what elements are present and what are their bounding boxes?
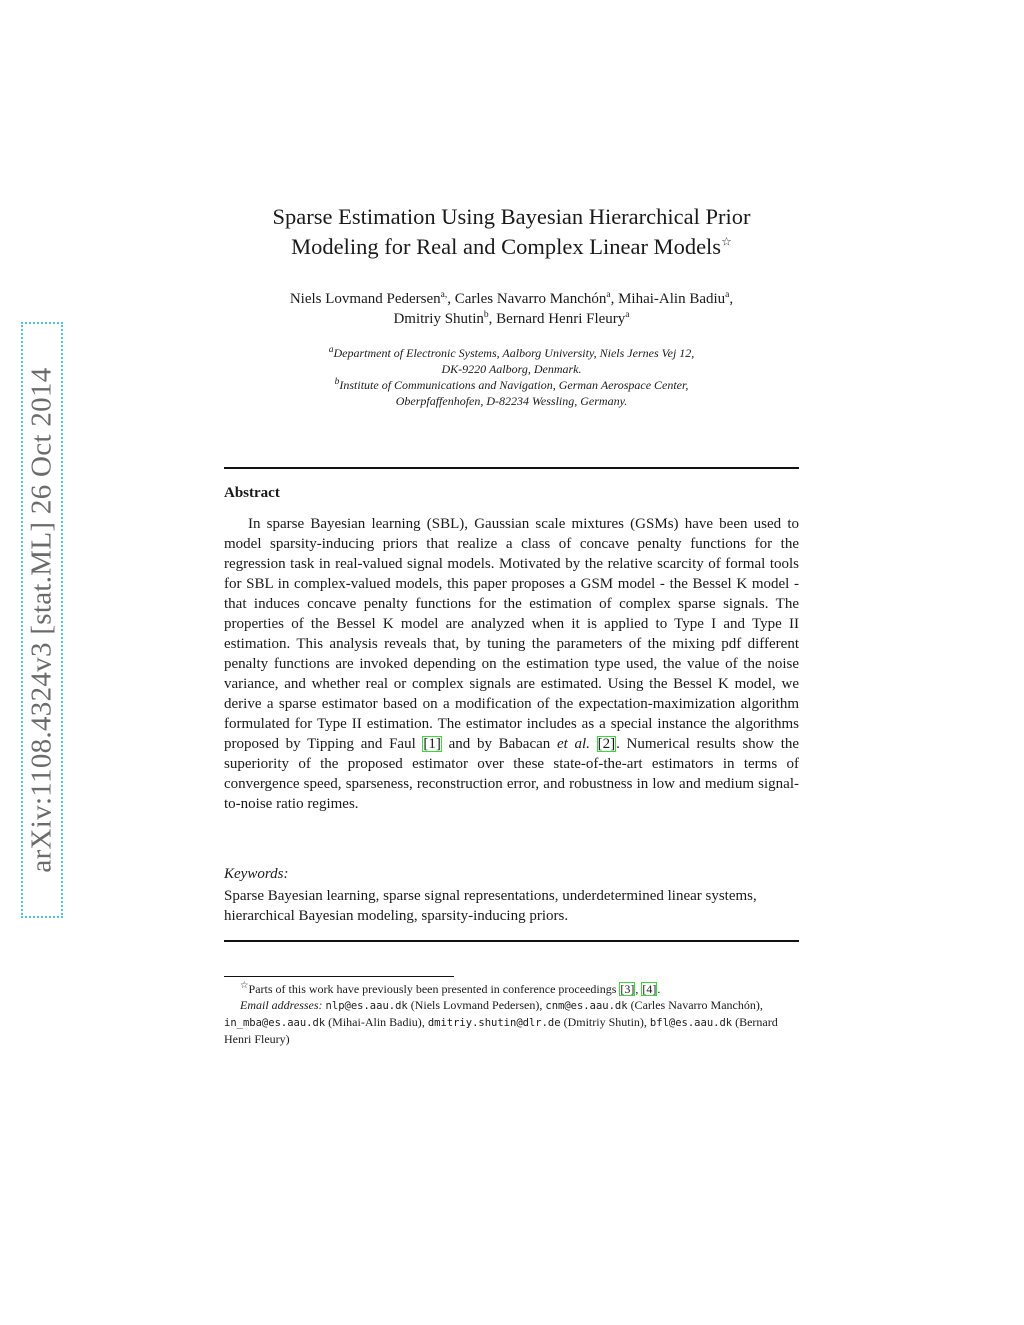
title-line-2: Modeling for Real and Complex Linear Models	[291, 234, 722, 259]
email-label: Email addresses:	[240, 998, 323, 1012]
email-address[interactable]: nlp@es.aau.dk	[325, 1000, 408, 1012]
email-address[interactable]: bfl@es.aau.dk	[649, 1017, 733, 1029]
affiliation-mark: a	[328, 345, 334, 355]
affiliation-b-line-1: Institute of Communications and Navigation, German Aerospace Center,	[339, 378, 689, 392]
title-star-footnote-mark: ☆	[721, 234, 732, 249]
affiliation-a-line-1: Department of Electronic Systems, Aalborg University, Niels Jernes Vej 12,	[333, 346, 695, 360]
citation-link[interactable]: [ 1 ]	[422, 736, 442, 752]
arxiv-identifier: arXiv:1108.4324v3 [stat.ML] 26 Oct 2014	[25, 367, 58, 873]
author-name: Dmitriy Shutin	[393, 311, 484, 327]
author-name: Carles Navarro Manchón	[454, 291, 607, 307]
email-address[interactable]: dmitriy.shutin@dlr.de	[427, 1017, 561, 1029]
keywords-text: Sparse Bayesian learning, sparse signal representations, underdetermined linear systems, hierarchical Bayesian modeling, sparsity-inducing priors.	[224, 888, 757, 924]
abstract-text: et al.	[556, 736, 590, 752]
footnote-text: Parts of this work have previously been presented in conference proceedings	[248, 982, 620, 996]
author-affiliation-mark: a	[606, 290, 611, 300]
top-rule	[224, 467, 799, 469]
email-owner: (Niels Lovmand Pedersen)	[410, 998, 540, 1012]
affiliation-mark: b	[334, 377, 340, 387]
bottom-rule	[224, 940, 799, 942]
footnote-rule	[224, 976, 454, 977]
author-name: Mihai-Alin Badiu	[618, 291, 726, 307]
affiliation-b-line-2: Oberpfaffenhofen, D-82234 Wessling, Germany.	[395, 394, 628, 408]
email-owner: (Dmitriy Shutin)	[563, 1015, 644, 1029]
affiliation-a-line-2: DK-9220 Aalborg, Denmark.	[441, 362, 582, 376]
abstract-heading: Abstract	[224, 485, 280, 501]
footnote-star-mark: ☆	[240, 981, 249, 991]
arxiv-stamp	[21, 322, 63, 918]
abstract-text: In sparse Bayesian learning (SBL), Gaussian scale mixtures (GSMs) have been used to model sparsity-inducing priors that realize a class of concave penalty functions for the regression task in real-valued signal models. Motivated by the relative scarcity of formal tools for SBL in complex-valued models, this paper proposes a GSM model - the Bessel K model - that induces concave penalty functions for the estimation of complex sparse signals. The properties of the Bessel K model are analyzed when it is applied to Type I and Type II estimation. This analysis reveals that, by tuning the parameters of the mixing pdf different penalty functions are invoked depending on the estimation type used, the value of the noise variance, and whether real or complex signals are estimated. Using the Bessel K model, we derive a sparse estimator based on a modification of the expectation-maximization algorithm formulated for Type II estimation. The estimator includes as a special instance the algorithms proposed by Tipping and Faul	[224, 516, 799, 752]
email-owner: (Bernard Henri Fleury)	[224, 1015, 778, 1046]
citation-link[interactable]: [ 4 ]	[641, 982, 657, 996]
email-address[interactable]: in_mba@es.aau.dk	[224, 1017, 326, 1029]
keywords-label: Keywords:	[224, 866, 289, 882]
abstract-body	[224, 514, 799, 814]
paper-title	[224, 202, 799, 262]
citation-link[interactable]: [ 2 ]	[597, 736, 617, 752]
footnotes: ☆Parts of this work have previously been presented in conference proceedings [ 3 ] , [ 4 ] . Email addresses: nlp@es.aau.dk (Niels Lovmand Pedersen), cnm@es.aau.dk (Carles Navarro Manchón), in_mba@es.aau.dk (Mihai-Alin Badiu), dmitriy.shutin@dlr.de (Dmitriy Shutin), bfl@es.aau.dk (Bernard Henri Fleury)	[224, 981, 799, 1047]
email-owner: (Carles Navarro Manchón)	[630, 998, 760, 1012]
author-affiliation-mark: a,	[440, 290, 448, 300]
author-list: Niels Lovmand Pedersen$^{a,}$, Carles Navarro Manchón$^a$, Mihai-Alin Badiu$^a$, Dmitriy Shutin$^b$, Bernard Henri Fleury$^a$	[289, 290, 734, 327]
abstract-text: and by Babacan	[441, 736, 557, 752]
affiliations	[224, 345, 799, 409]
abstract-text: . Numerical results show the superiority of the proposed estimator over these state-of-the-art estimators in terms of convergence speed, sparseness, reconstruction error, and robustness in low and medium signal-to-noise ratio regimes.	[224, 736, 800, 812]
email-address[interactable]: cnm@es.aau.dk	[545, 1000, 628, 1012]
author-affiliation-mark: a	[725, 290, 730, 300]
author-affiliation-mark: b	[483, 310, 489, 320]
title-line-1: Sparse Estimation Using Bayesian Hierarchical Prior	[272, 204, 751, 229]
author-name: Niels Lovmand Pedersen	[289, 291, 441, 307]
author-name: Bernard Henri Fleury	[496, 311, 626, 327]
author-affiliation-mark: a	[625, 310, 630, 320]
email-owner: (Mihai-Alin Badiu)	[328, 1015, 422, 1029]
citation-link[interactable]: [ 3 ]	[619, 982, 635, 996]
